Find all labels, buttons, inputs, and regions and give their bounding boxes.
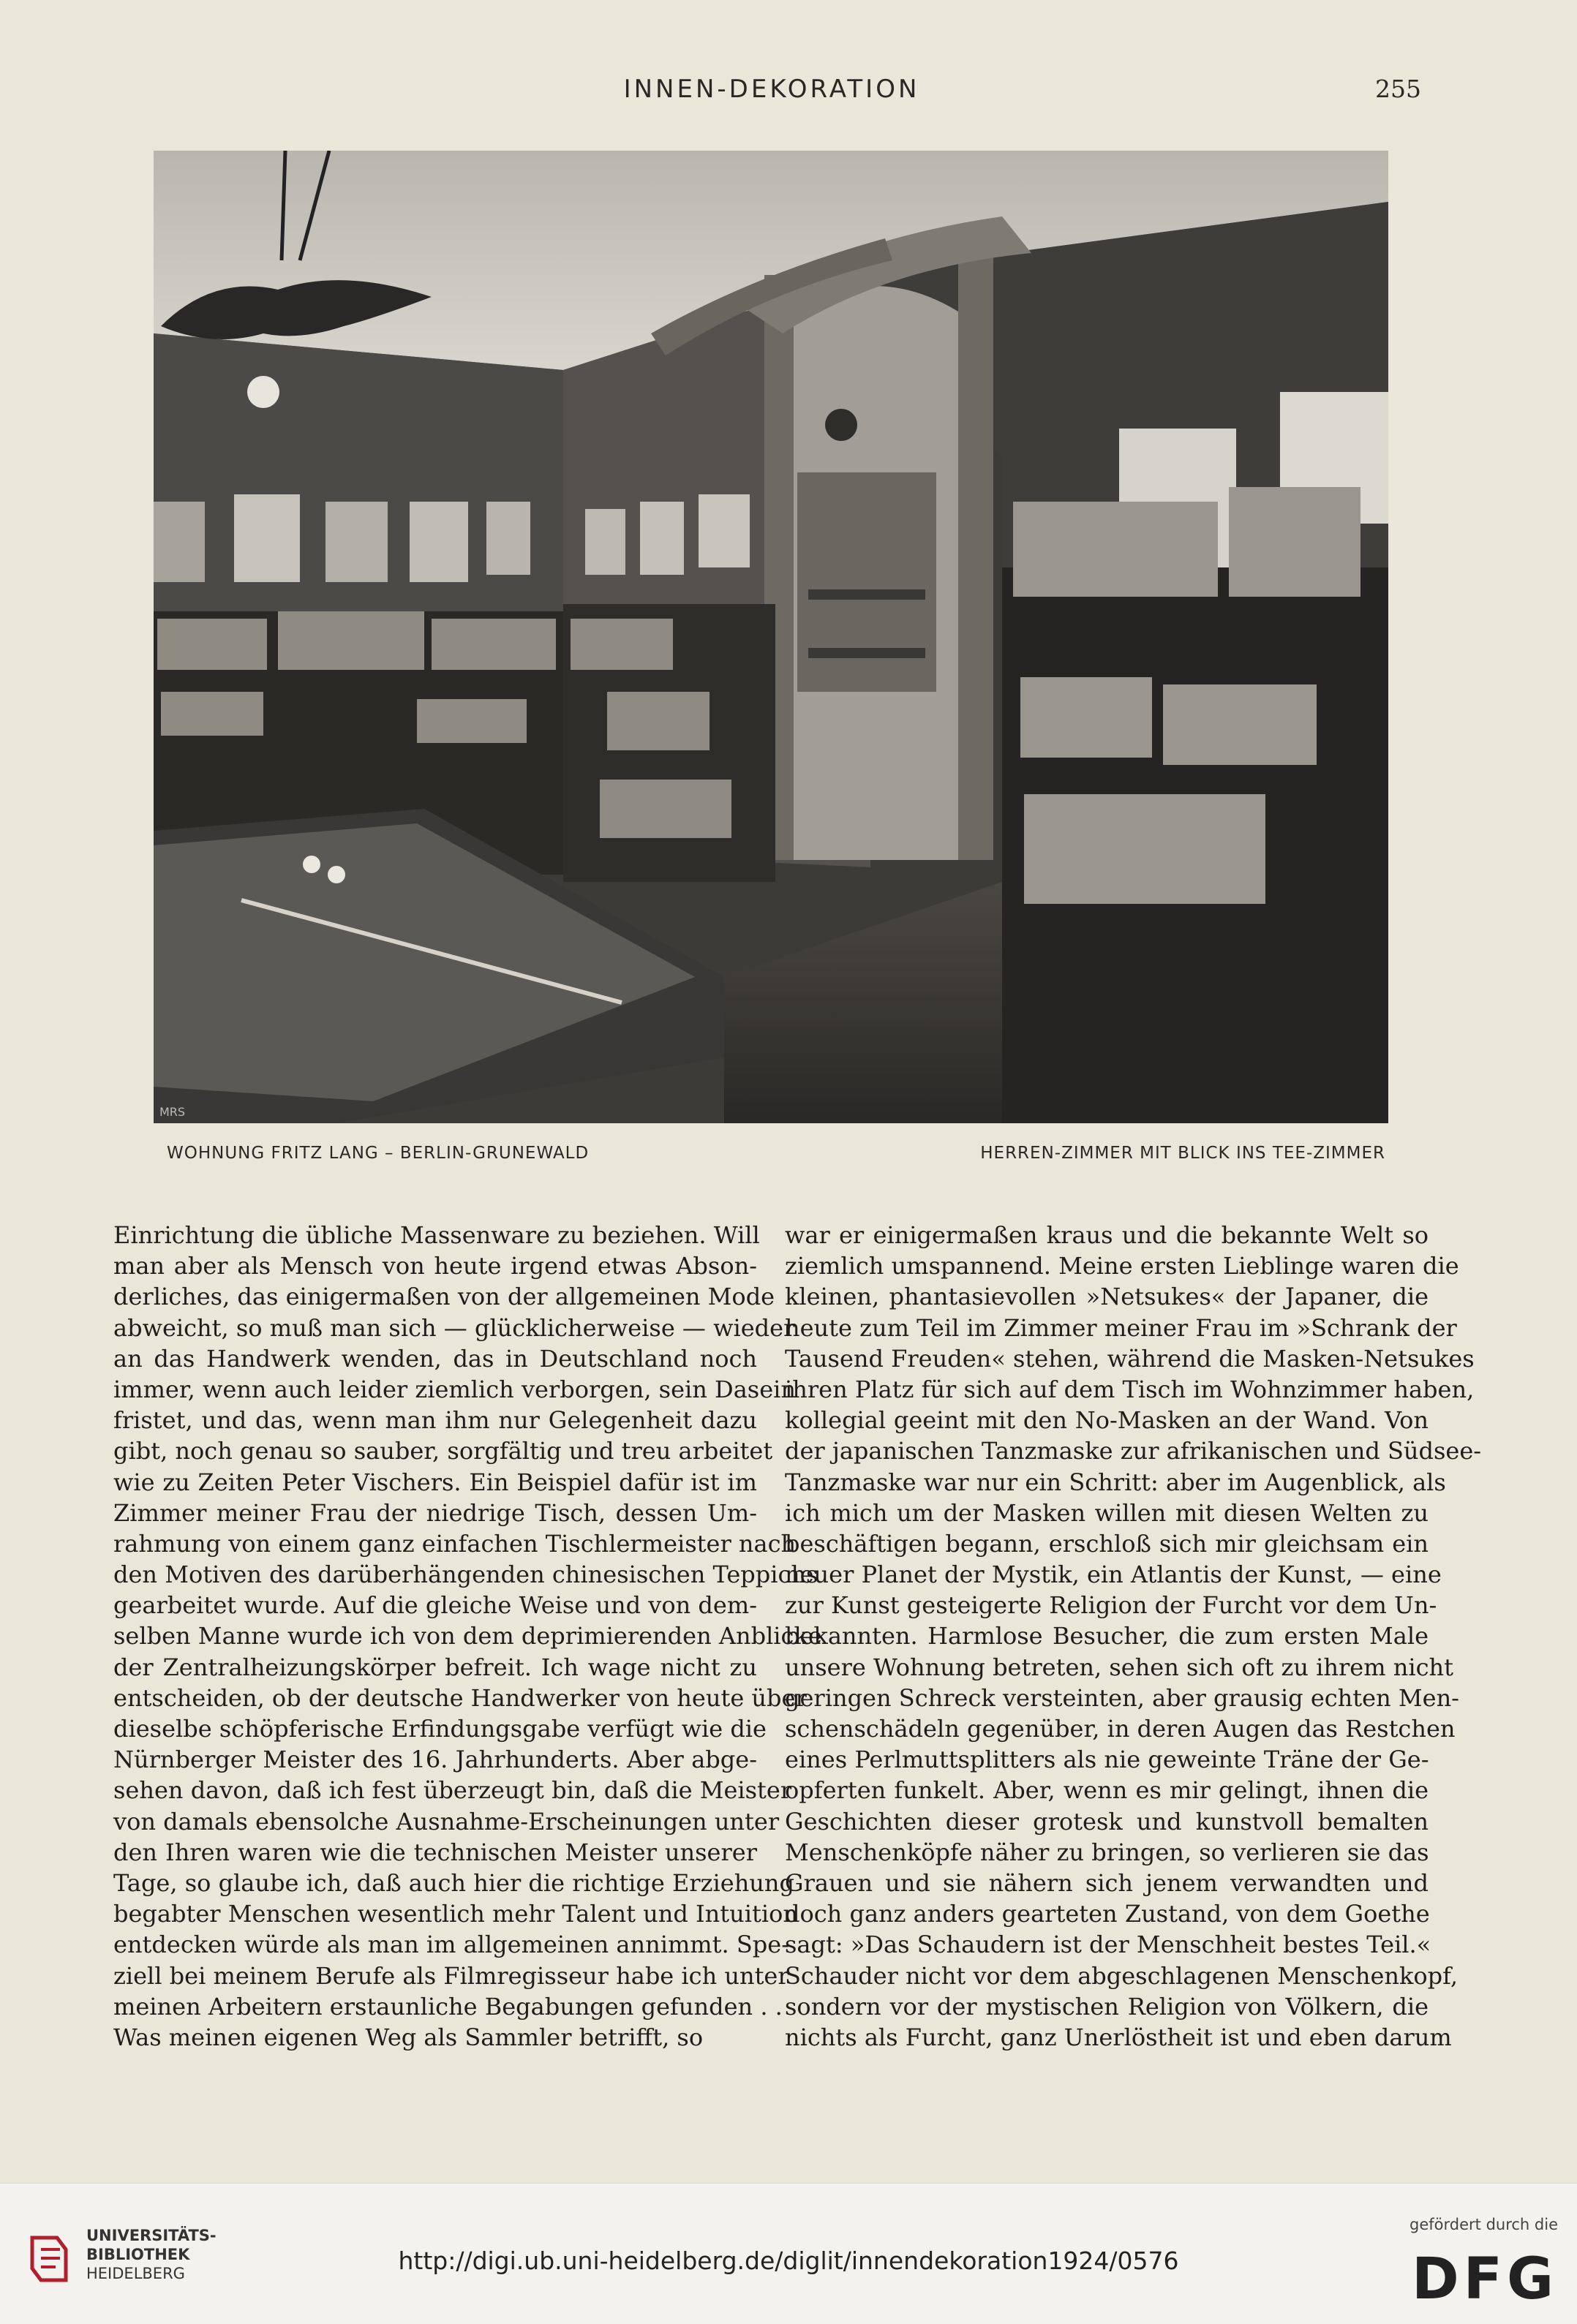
text-line: immer, wenn auch leider ziemlich verborgen, sein Dasein — [113, 1375, 796, 1403]
text-line: Nürnberger Meister des 16. Jahrhunderts. Aber abge- — [113, 1746, 757, 1774]
text-line: Menschenköpfe näher zu bringen, so verlieren sie das — [785, 1838, 1429, 1866]
text-line: neuer Planet der Mystik, ein Atlantis der Kunst, — eine — [785, 1561, 1442, 1589]
text-line: Geschichten dieser grotesk und kunstvoll bemalten — [785, 1807, 1429, 1836]
text-line: meinen Arbeitern erstaunliche Begabungen gefunden . . — [113, 1992, 783, 2021]
text-line: wie zu Zeiten Peter Vischers. Ein Beispiel dafür ist im — [113, 1468, 757, 1496]
text-line: Zimmer meiner Frau der niedrige Tisch, dessen Um- — [113, 1498, 757, 1527]
page-number: 255 — [1375, 75, 1421, 103]
text-column-right — [785, 1220, 1482, 2053]
running-title: INNEN-DEKORATION — [623, 75, 920, 104]
text-line: nichts als Furcht, ganz Unerlöstheit ist und eben darum — [785, 2023, 1452, 2051]
text-line: beschäftigen begann, erschloß sich mir gleichsam ein — [785, 1529, 1429, 1558]
digitization-footer — [0, 2183, 1577, 2324]
text-line: sondern vor der mystischen Religion von Völkern, die — [785, 1992, 1429, 2021]
text-line: gibt, noch genau so sauber, sorgfältig und treu arbeitet — [113, 1437, 773, 1465]
text-line: ihren Platz für sich auf dem Tisch im Wohnzimmer haben, — [785, 1375, 1475, 1403]
text-line: heute zum Teil im Zimmer meiner Frau im »Schrank der — [785, 1313, 1457, 1342]
text-line: man aber als Mensch von heute irgend etwas Abson- — [113, 1252, 757, 1280]
text-line: geringen Schreck versteinten, aber grausig echten Men- — [785, 1683, 1459, 1712]
caption-room: HERREN-ZIMMER MIT BLICK INS TEE-ZIMMER — [980, 1144, 1385, 1163]
text-line: eines Perlmuttsplitters als nie geweinte Träne der Ge- — [785, 1746, 1429, 1774]
library-name-line: UNIVERSITÄTS- — [86, 2227, 217, 2244]
text-line: Tanzmaske war nur ein Schritt: aber im Augenblick, als — [785, 1468, 1446, 1496]
caption-location: WOHNUNG FRITZ LANG – BERLIN-GRUNEWALD — [167, 1144, 590, 1163]
text-line: Tausend Freuden« stehen, während die Masken-Netsukes — [785, 1344, 1475, 1373]
text-line: Einrichtung die übliche Massenware zu beziehen. Will — [113, 1221, 760, 1249]
text-line: schenschädeln gegenüber, in deren Augen das Restchen — [785, 1715, 1456, 1743]
text-line: zur Kunst gesteigerte Religion der Furcht vor dem Un- — [785, 1591, 1437, 1620]
photo-credit: MRS — [159, 1105, 186, 1119]
text-line: von damals ebensolche Ausnahme-Erscheinungen unter — [113, 1807, 780, 1836]
text-line: der Zentralheizungskörper befreit. Ich wage nicht zu — [113, 1653, 757, 1681]
text-line: fristet, und das, wenn man ihm nur Gelegenheit dazu — [113, 1406, 757, 1435]
text-line: entscheiden, ob der deutsche Handwerker von heute über — [113, 1683, 807, 1712]
text-line: sehen davon, daß ich fest überzeugt bin, daß die Meister — [113, 1776, 792, 1805]
text-line: rahmung von einem ganz einfachen Tischlermeister nach — [113, 1529, 797, 1558]
text-line: an das Handwerk wenden, das in Deutschland noch — [113, 1344, 757, 1373]
text-line: ich mich um der Masken willen mit diesen Welten zu — [785, 1498, 1429, 1527]
text-line: ziemlich umspannend. Meine ersten Lieblinge waren die — [785, 1252, 1459, 1280]
text-line: Tage, so glaube ich, daß auch hier die richtige Erziehung — [113, 1868, 794, 1897]
interior-photograph — [154, 151, 1388, 1123]
library-name-line: HEIDELBERG — [86, 2265, 185, 2282]
text-line: derliches, das einigermaßen von der allgemeinen Mode — [113, 1283, 775, 1311]
text-line: ziell bei meinem Berufe als Filmregisseur habe ich unter — [113, 1961, 789, 1990]
text-line: den Ihren waren wie die technischen Meister unserer — [113, 1838, 757, 1866]
text-line: der japanischen Tanzmaske zur afrikanischen und Südsee- — [785, 1437, 1482, 1465]
running-head — [0, 75, 1577, 111]
text-line: den Motiven des darüberhängenden chinesischen Teppichs — [113, 1561, 818, 1589]
text-line: opferten funkelt. Aber, wenn es mir gelingt, ihnen die — [785, 1776, 1429, 1805]
text-line: Grauen und sie nähern sich jenem verwandten und — [785, 1868, 1429, 1897]
text-line: dieselbe schöpferische Erfindungsgabe verfügt wie die — [113, 1715, 767, 1743]
text-line: war er einigermaßen kraus und die bekannte Welt so — [785, 1221, 1429, 1249]
text-line: sagt: »Das Schaudern ist der Menschheit bestes Teil.« — [785, 1931, 1431, 1959]
text-line: selben Manne wurde ich von dem deprimierenden Anblicke — [113, 1622, 822, 1650]
text-line: Was meinen eigenen Weg als Sammler betrifft, so — [113, 2023, 704, 2051]
text-line: kleinen, phantasievollen »Netsukes« der Japaner, die — [785, 1283, 1429, 1311]
library-name-line: BIBLIOTHEK — [86, 2246, 190, 2263]
text-line: kollegial geeint mit den No-Masken an der Wand. Von — [785, 1406, 1429, 1435]
text-column-left — [113, 1220, 822, 2053]
funded-by-label: gefördert durch die — [1409, 2216, 1558, 2233]
dfg-logo: DFG — [1411, 2246, 1558, 2312]
text-line: unsere Wohnung betreten, sehen sich oft zu ihrem nicht — [785, 1653, 1453, 1681]
text-line: gearbeitet wurde. Auf die gleiche Weise und von dem- — [113, 1591, 757, 1620]
text-line: bekannten. Harmlose Besucher, die zum ersten Male — [785, 1622, 1429, 1650]
permalink[interactable]: http://digi.ub.uni-heidelberg.de/diglit/innendekoration1924/0576 — [398, 2246, 1179, 2275]
text-line: entdecken würde als man im allgemeinen annimmt. Spe- — [113, 1931, 789, 1959]
text-line: Schauder nicht vor dem abgeschlagenen Menschenkopf, — [785, 1961, 1459, 1990]
text-line: abweicht, so muß man sich — glücklicherweise — wieder — [113, 1313, 795, 1342]
text-line: doch ganz anders gearteten Zustand, von dem Goethe — [785, 1900, 1430, 1928]
text-line: begabter Menschen wesentlich mehr Talent und Intuition — [113, 1900, 798, 1928]
